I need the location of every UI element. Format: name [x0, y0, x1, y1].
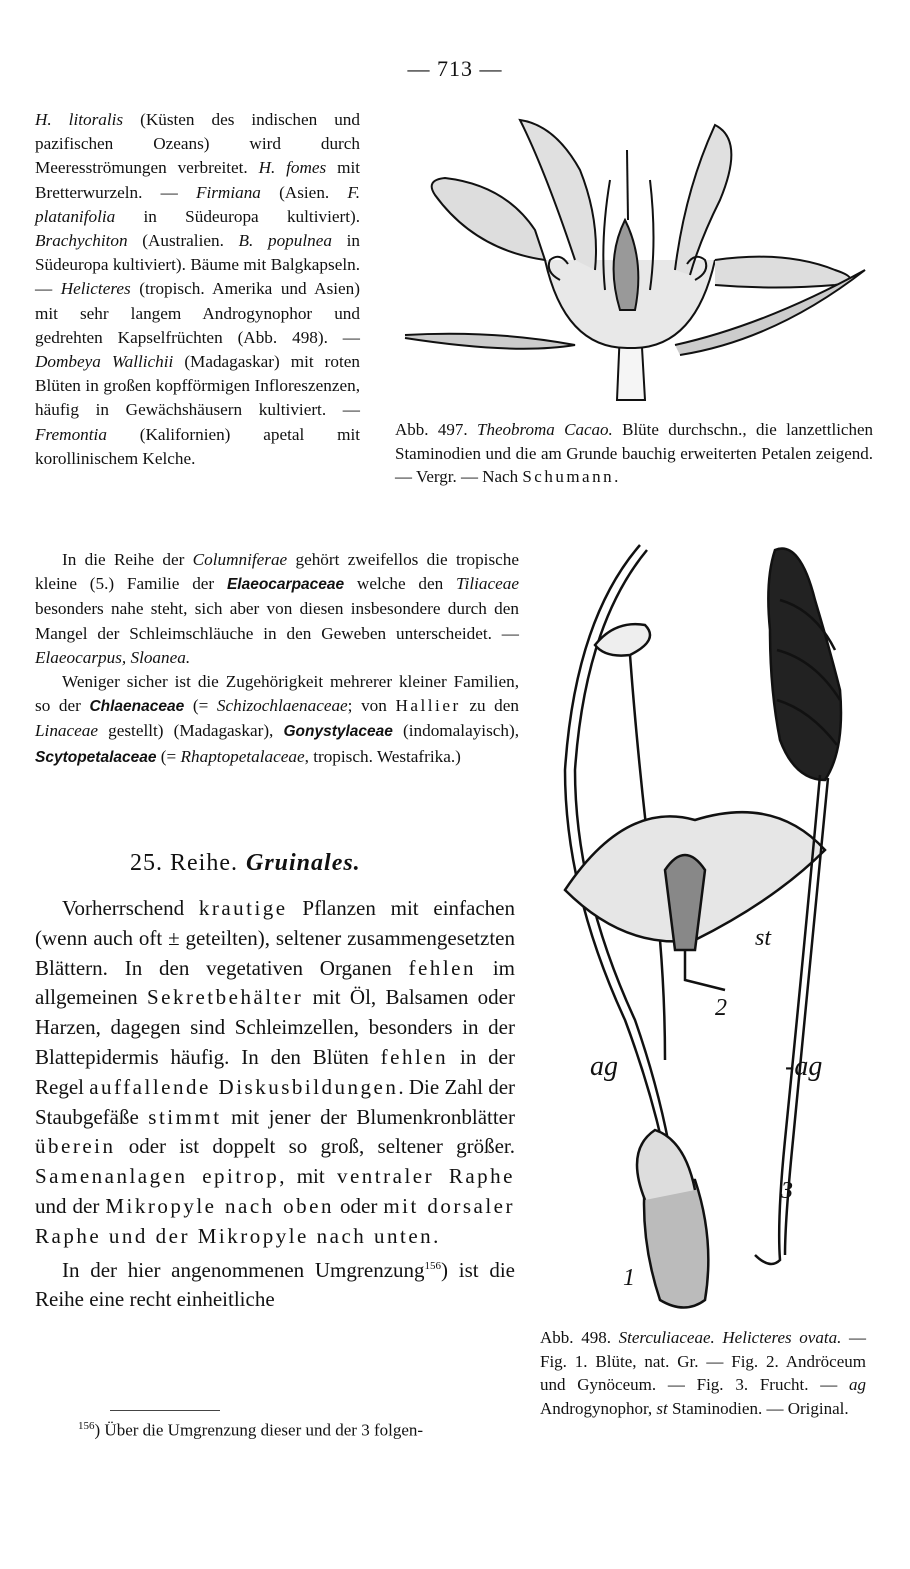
para2-run: Elaeocarpaceae: [226, 576, 345, 594]
footnote-run: ) Über die Umgrenzung dieser und der 3 folgen-: [94, 1420, 424, 1440]
para3-run: Scytopetalaceae: [35, 748, 157, 766]
para4-run: mit Öl, Balsamen oder Harzen, dagegen sind Schleimzellen, besonders in der Blattepidermis häufig. In den Blüten: [35, 985, 515, 1069]
label-ag-left: ag: [590, 1051, 618, 1082]
section-heading-title: Gruinales.: [245, 850, 361, 876]
para4-run: oder: [333, 1193, 384, 1218]
para3-run: Schizochlaenaceae: [216, 696, 348, 716]
figure-497-cacao-flower: [395, 110, 875, 410]
para4-run: fehlen: [408, 955, 477, 980]
para4-run: Sekretbehälter: [146, 985, 304, 1010]
caption2-run: Staminodien. — Original.: [667, 1398, 849, 1418]
text-column-lower: [35, 894, 515, 1315]
paragraph-chlaenaceae: [35, 670, 519, 770]
paragraph-gruinales-description: [35, 894, 515, 1252]
para1-run: (Madagaskar) mit roten Blüten in großen kopfförmigen Infloreszenzen, häufig in Gewächshäusern kultiviert. —: [35, 352, 360, 420]
para2-run: Elaeocarpus, Sloanea.: [35, 647, 191, 667]
para1-run: Dombeya Wallichii: [35, 352, 174, 372]
figure-498-caption: [540, 1326, 866, 1420]
para3-run: (=: [184, 696, 217, 716]
para3-run: (indomalayisch),: [392, 721, 520, 741]
caption1-run: Blüte durchschn., die lanzettlichen Staminodien und die am Grunde bauchig erweiterten Petalen zeigend. — Vergr. — Nach: [395, 420, 874, 486]
para1-run: (Küsten des indischen und pazifischen Ozeans) wird durch Meeresströmungen verbreitet.: [35, 110, 360, 178]
paragraph-gruinales-scope: [35, 1252, 515, 1316]
para4-run: auffallende Diskusbildungen: [89, 1074, 399, 1099]
caption2-run: Androgynophor,: [540, 1398, 657, 1418]
para3-run: , tropisch. Westafrika.): [304, 746, 461, 766]
para4-run: .: [433, 1223, 439, 1248]
para2-run: welche den: [344, 574, 456, 594]
para1-run: (Asien.: [260, 182, 348, 202]
label-fig-2: 2: [715, 995, 727, 1021]
label-fig-1: 1: [623, 1265, 635, 1291]
para2-run: besonders nahe steht, sich aber von diesen insbesondere durch den Mangel der Schleimschläuche in den Geweben unterscheidet. —: [35, 599, 519, 643]
caption1-run: .: [614, 467, 619, 486]
para1-run: mit Bretterwurzeln. —: [35, 158, 360, 202]
para1-run: (Kalifornien) apetal mit korollinischem Kelche.: [35, 424, 360, 468]
para1-run: in Südeuropa kultiviert). Bäume mit Balgkapseln. —: [35, 231, 360, 299]
para1-run: F. platanifolia: [35, 182, 360, 226]
para3-run: Rhaptopetalaceae: [180, 746, 305, 766]
label-fig-3: 3: [781, 1178, 793, 1204]
para3-run: zu den: [460, 696, 519, 716]
label-ag-right: -ag: [785, 1051, 823, 1082]
section-heading-prefix: 25. Reihe.: [130, 850, 238, 876]
para4-run: Pflanzen mit einfachen (wenn auch oft ± geteilten), seltener zusammengesetzten Blättern. In den vegetativen Organen: [35, 896, 515, 980]
footnote-rule: [110, 1410, 220, 1411]
caption1-run: Theobroma Cacao.: [477, 420, 613, 439]
para3-run: Linaceae: [35, 721, 99, 741]
para1-run: (Australien.: [127, 231, 239, 251]
para2-run: gehört zweifellos die tropische kleine (5.) Familie der: [35, 550, 519, 594]
paragraph-elaeocarpaceae: [35, 548, 519, 670]
para1-run: Firmiana: [195, 182, 261, 202]
caption1-run: Schumann: [522, 467, 615, 486]
para4-run: krautige: [198, 896, 288, 920]
para3-run: (=: [156, 746, 181, 766]
para2-run: Tiliaceae: [455, 574, 519, 594]
para4-run: oder ist doppelt so groß, seltener größer.: [115, 1134, 515, 1159]
para4-run: im allgemeinen: [35, 955, 516, 1010]
para4-run: und der: [35, 1193, 106, 1218]
para3-run: Weniger sicher ist die Zugehörigkeit mehrerer kleiner Familien, so der: [35, 672, 519, 716]
para2-run: In die Reihe der: [62, 550, 193, 569]
para3-run: Chlaenaceae: [89, 698, 185, 716]
para4-run: Samenanlagen epitrop: [35, 1164, 280, 1189]
footnote: [78, 1420, 423, 1441]
para5-run: ) ist die Reihe eine recht einheitliche: [35, 1257, 515, 1312]
para4-run: mit dorsaler Raphe und der Mikropyle nach unten: [35, 1193, 515, 1248]
para4-run: ventraler Raphe: [336, 1164, 515, 1189]
para4-run: mit jener der Blumenkronblätter: [221, 1104, 515, 1129]
caption2-run: ag: [849, 1375, 866, 1394]
para4-run: Vorherrschend: [62, 896, 199, 920]
para3-run: ; von: [347, 696, 396, 716]
para4-run: fehlen: [380, 1044, 449, 1069]
para4-run: in der Regel: [35, 1044, 515, 1099]
caption1-run: Abb. 497.: [395, 420, 477, 439]
para4-run: , mit: [279, 1164, 337, 1189]
page-number: — 713 —: [407, 56, 503, 81]
para4-run: . Die Zahl der Staubgefäße: [35, 1074, 516, 1129]
para4-run: Mikropyle nach oben: [105, 1193, 334, 1218]
para5-run: In der hier angenommenen Umgrenzung: [62, 1257, 425, 1282]
para3-run: Hallier: [395, 696, 461, 716]
figure-498-helicteres: [545, 540, 875, 1320]
para1-run: in Südeuropa kultiviert).: [115, 206, 360, 226]
footnote-run: 156: [78, 1420, 95, 1432]
caption2-run: Sterculiaceae. Helicteres ovata.: [618, 1328, 842, 1347]
para1-run: Brachychiton: [35, 231, 128, 251]
text-column-middle: [35, 548, 519, 770]
caption2-run: Abb. 498.: [540, 1328, 619, 1347]
text-column-upper: [35, 108, 360, 471]
para5-run: 156: [424, 1259, 442, 1272]
para1-run: (tropisch. Amerika und Asien) mit sehr langem Androgynophor und gedrehten Kapselfrüchten (Abb. 498). —: [35, 279, 360, 347]
para4-run: stimmt: [148, 1104, 222, 1129]
caption2-run: st: [656, 1398, 668, 1418]
para1-run: H. fomes: [258, 158, 327, 178]
para2-run: Columniferae: [192, 550, 288, 569]
caption2-run: — Fig. 1. Blüte, nat. Gr. — Fig. 2. Andröceum und Gynöceum. — Fig. 3. Frucht. —: [540, 1328, 866, 1394]
para4-run: überein: [35, 1134, 116, 1159]
para1-run: Helicteres: [60, 279, 131, 299]
para1-run: Fremontia: [35, 424, 107, 444]
para3-run: Gonystylaceae: [283, 723, 393, 741]
section-heading: [130, 850, 361, 877]
label-st: st: [755, 925, 772, 951]
para1-run: H. litoralis: [35, 110, 124, 129]
para3-run: gestellt) (Madagaskar),: [98, 721, 284, 741]
figure-497-caption: [395, 418, 873, 489]
para1-run: B. populnea: [238, 231, 332, 251]
paragraph-helicteres: [35, 108, 360, 471]
